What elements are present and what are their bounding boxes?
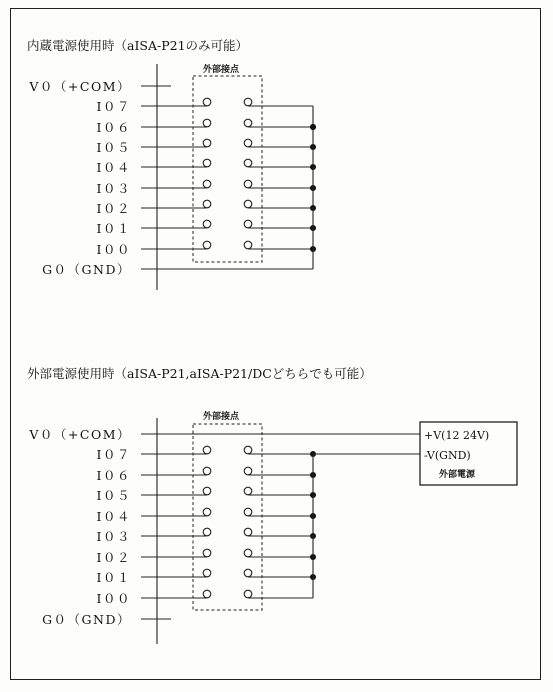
diagram2-pin-label: G０（GND）	[42, 612, 131, 627]
diagram2-contact-terminal-left	[203, 508, 211, 516]
diagram2-contact-terminal-right	[244, 590, 252, 598]
diagram2-contact-terminal-left	[203, 569, 211, 577]
diagram2-contact-terminal-right	[244, 446, 252, 454]
diagram1-contact-terminal-right	[244, 98, 252, 106]
diagram2-pin-label: I０４	[96, 509, 131, 524]
diagram1-contact-terminal-right	[244, 200, 252, 208]
diagram2-contact-terminal-right	[244, 569, 252, 577]
diagram1-contact-terminal-right	[244, 159, 252, 167]
diagram2-title: 外部電源使用時（aISA-P21,aISA-P21/DCどちらでも可能）	[27, 366, 372, 381]
diagram2-contact-terminal-right	[244, 549, 252, 557]
diagram1-contact-terminal-left	[203, 220, 211, 228]
diagram1-contact-terminal-left	[203, 98, 211, 106]
diagram1-contact-terminal-left	[203, 241, 211, 249]
diagram1-pin-label: I０４	[96, 160, 131, 175]
diagram2-pin-label: V０（+COM）	[29, 427, 131, 442]
external-power-supply-box	[420, 422, 517, 485]
diagram1-junction-dot	[310, 124, 316, 130]
diagram1-pin-label: I００	[96, 242, 131, 257]
diagram1-contact-terminal-right	[244, 119, 252, 127]
diagram1-title: 内蔵電源使用時（aISA-P21のみ可能）	[27, 38, 249, 53]
diagram1-contact-terminal-right	[244, 180, 252, 188]
diagram2-contact-terminal-left	[203, 549, 211, 557]
diagram1-pin-label: I０３	[96, 181, 131, 196]
diagram1-contact-terminal-left	[203, 200, 211, 208]
diagram2-contact-terminal-right	[244, 528, 252, 536]
diagram2-contact-terminal-right	[244, 487, 252, 495]
power-supply-plus-label: +V(12 24V)	[424, 429, 490, 442]
diagram1-contact-terminal-left	[203, 139, 211, 147]
diagram2-contact-terminal-left	[203, 528, 211, 536]
diagram1-contact-terminal-right	[244, 220, 252, 228]
diagram2-pin-label: I０１	[96, 570, 131, 585]
diagram2-pin-label: I０７	[96, 447, 131, 462]
diagram1-pin-label: G０（GND）	[42, 262, 131, 277]
diagram2-pin-label: I０３	[96, 529, 131, 544]
diagram2-pin-label: I０５	[96, 488, 131, 503]
diagram1-pin-label: I０１	[96, 221, 131, 236]
diagram1-contact-terminal-left	[203, 180, 211, 188]
diagram1-pin-label: I０６	[96, 120, 131, 135]
diagram2-external-contact-label: 外部接点	[203, 412, 240, 422]
diagram2-contact-terminal-right	[244, 508, 252, 516]
diagram2-contact-terminal-left	[203, 590, 211, 598]
diagram1-contact-terminal-right	[244, 241, 252, 249]
power-supply-minus-label: -V(GND)	[424, 449, 471, 462]
diagram1-pin-label: I０２	[96, 201, 131, 216]
diagram2-contact-terminal-right	[244, 467, 252, 475]
diagram2-pin-label: I００	[96, 591, 131, 606]
diagram1-contact-terminal-left	[203, 159, 211, 167]
diagram2-pin-label: I０２	[96, 550, 131, 565]
diagram1-pin-label: I０７	[96, 99, 131, 114]
diagram2-pin-label: I０６	[96, 468, 131, 483]
diagram1-pin-label: I０５	[96, 140, 131, 155]
diagram1-external-contact-label: 外部接点	[203, 65, 240, 75]
diagram1-contact-terminal-left	[203, 119, 211, 127]
diagram1-pin-label: V０（+COM）	[29, 79, 131, 94]
power-supply-label: 外部電源	[439, 470, 476, 480]
diagram2-contact-terminal-left	[203, 487, 211, 495]
diagram1-contact-terminal-right	[244, 139, 252, 147]
diagram2-contact-terminal-left	[203, 446, 211, 454]
diagram2-contact-terminal-left	[203, 467, 211, 475]
